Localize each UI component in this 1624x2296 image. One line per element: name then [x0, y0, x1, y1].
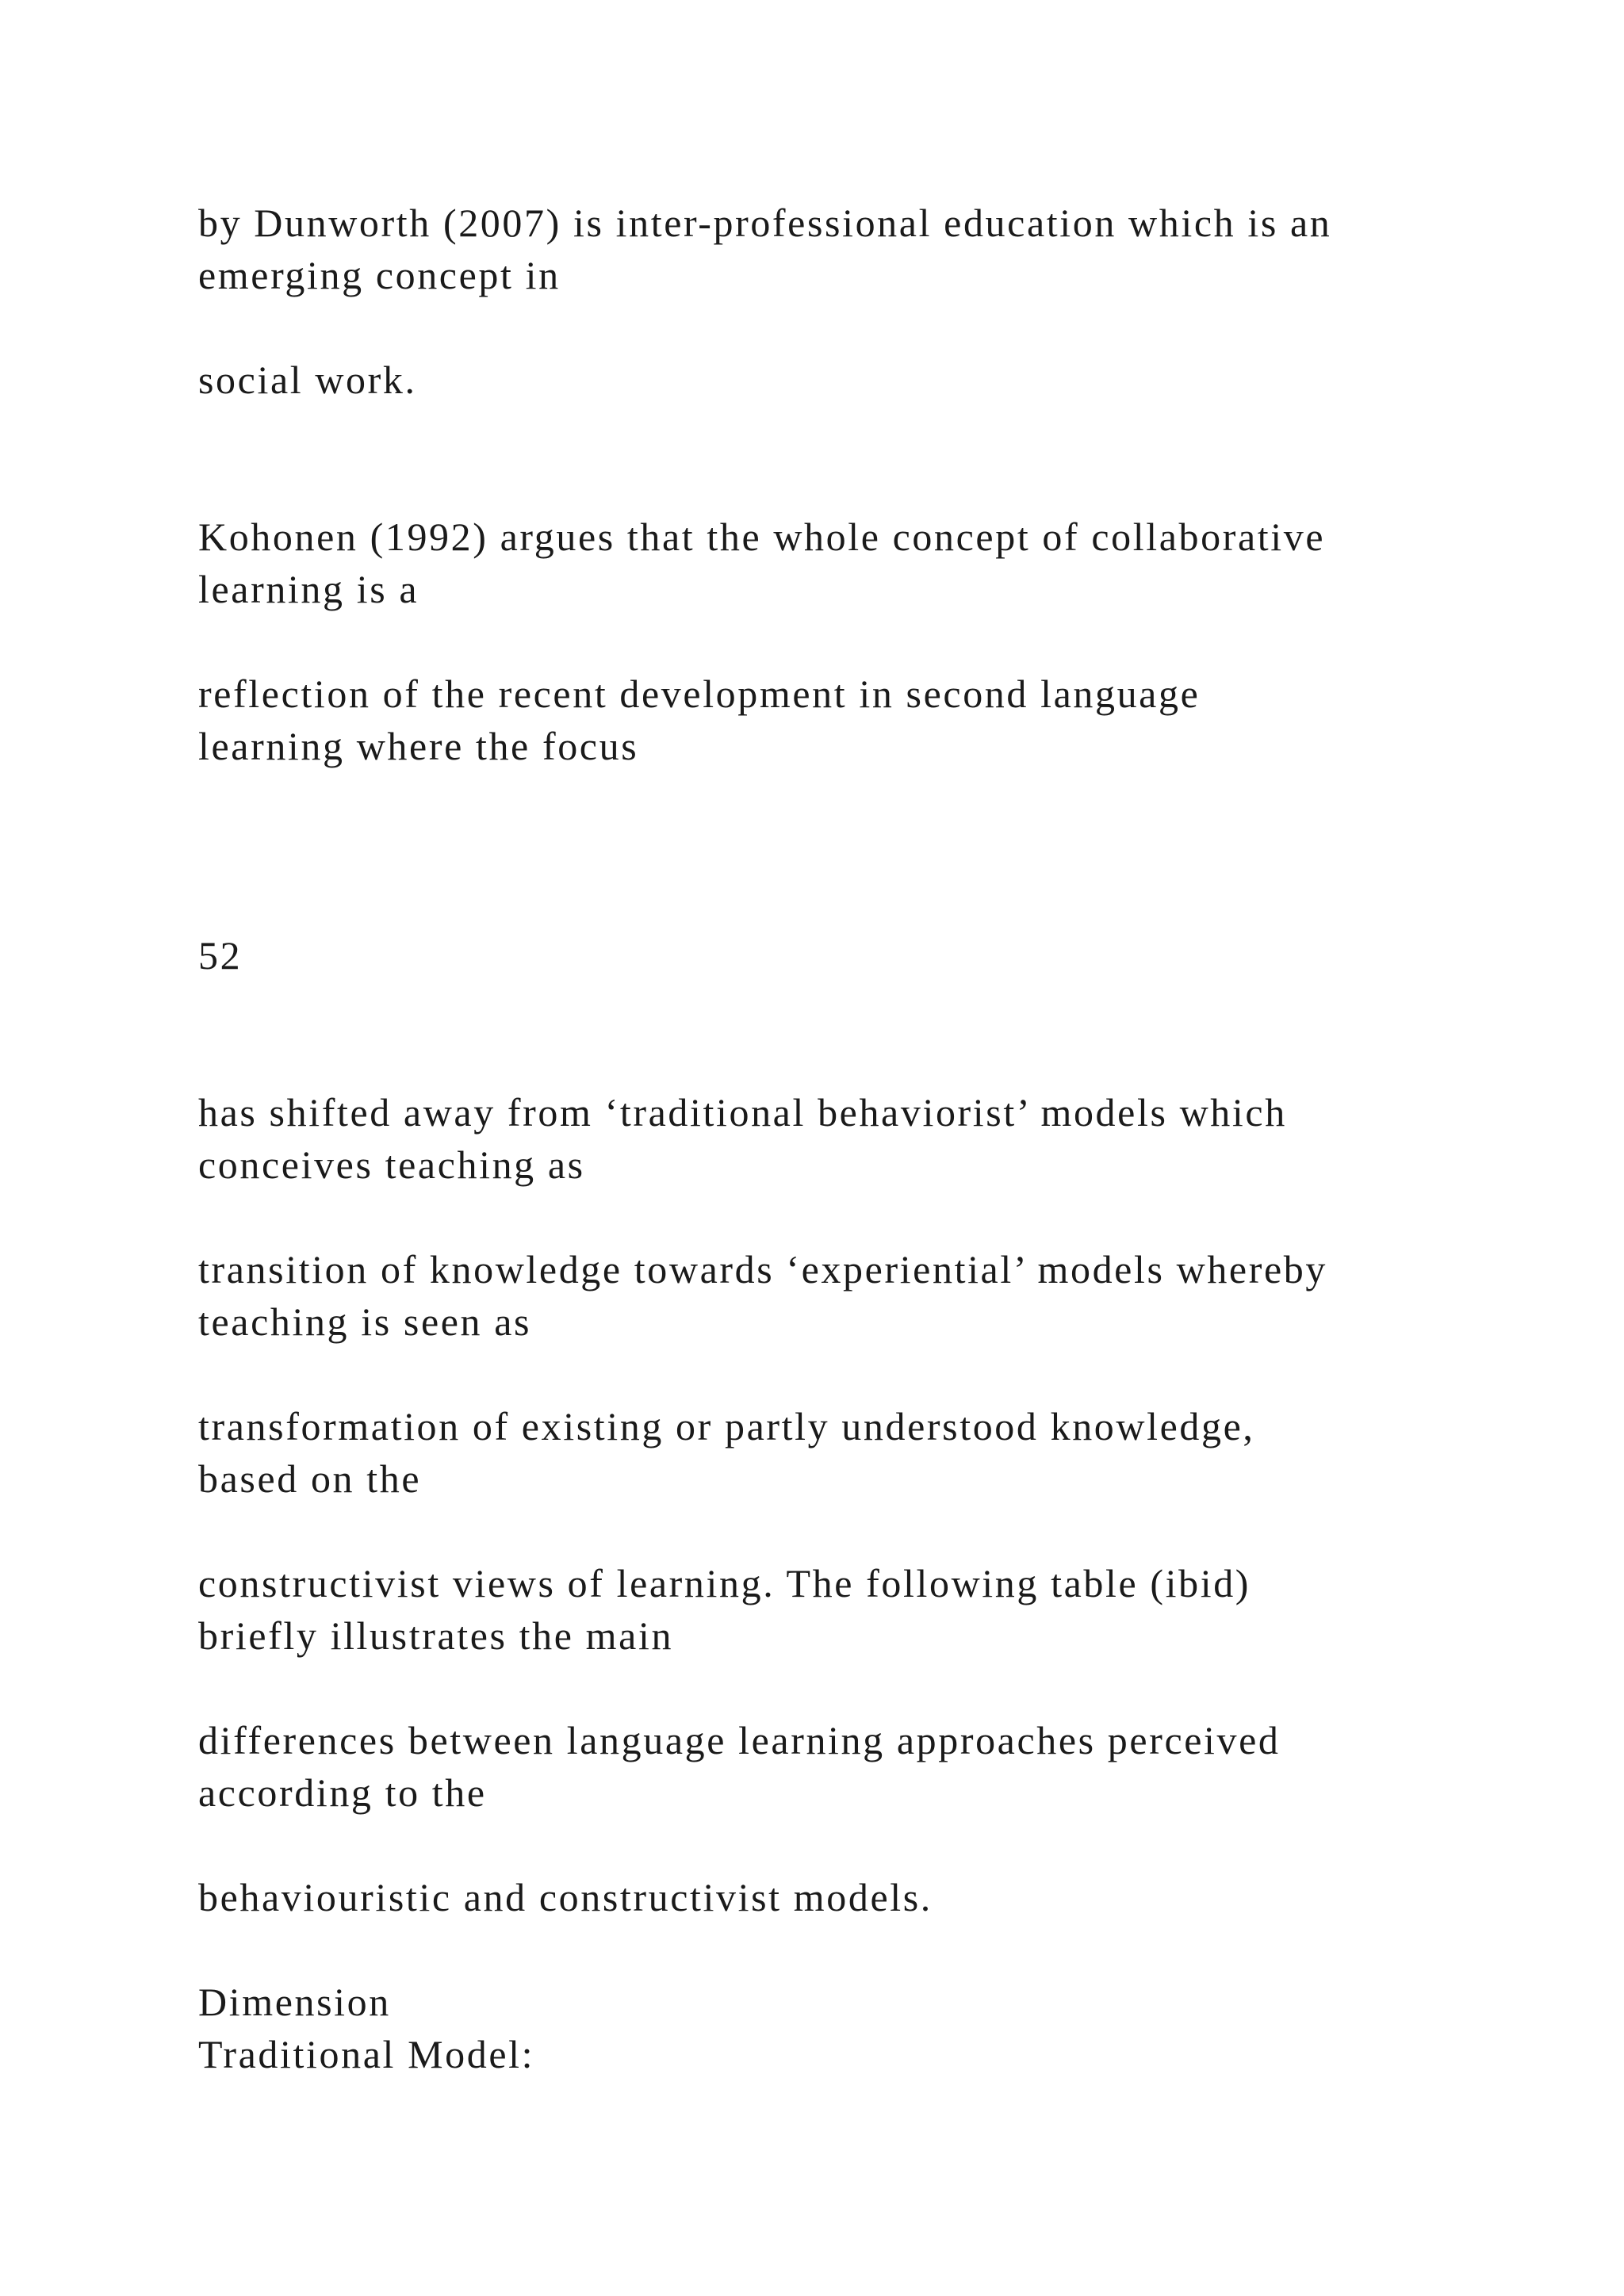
text-line: conceives teaching as [198, 1142, 585, 1187]
text-line: constructivist views of learning. The following table (ibid) [198, 1561, 1251, 1605]
text-line: learning is a [198, 567, 419, 611]
text-line: based on the [198, 1456, 422, 1501]
text-line: Kohonen (1992) argues that the whole concept of collaborative [198, 515, 1326, 559]
text-line: differences between language learning approaches perceived [198, 1718, 1281, 1762]
text-line: according to the [198, 1770, 487, 1815]
text-line: has shifted away from ‘traditional behaviorist’ models which [198, 1090, 1287, 1135]
text-line: social work. [198, 358, 417, 402]
text-line: emerging concept in [198, 253, 561, 297]
text-line: reflection of the recent development in second language [198, 672, 1201, 716]
table-header-traditional-model: Traditional Model: [198, 2032, 535, 2076]
text-line: learning where the focus [198, 724, 639, 768]
text-line: transition of knowledge towards ‘experiential’ models whereby [198, 1247, 1327, 1292]
page-number: 52 [198, 933, 243, 978]
text-line: briefly illustrates the main [198, 1613, 674, 1658]
text-line: transformation of existing or partly understood knowledge, [198, 1404, 1255, 1448]
table-header-dimension: Dimension [198, 1980, 391, 2024]
text-line: teaching is seen as [198, 1299, 532, 1344]
text-line: behaviouristic and constructivist models. [198, 1875, 933, 1919]
text-line: by Dunworth (2007) is inter-professional education which is an [198, 201, 1332, 245]
